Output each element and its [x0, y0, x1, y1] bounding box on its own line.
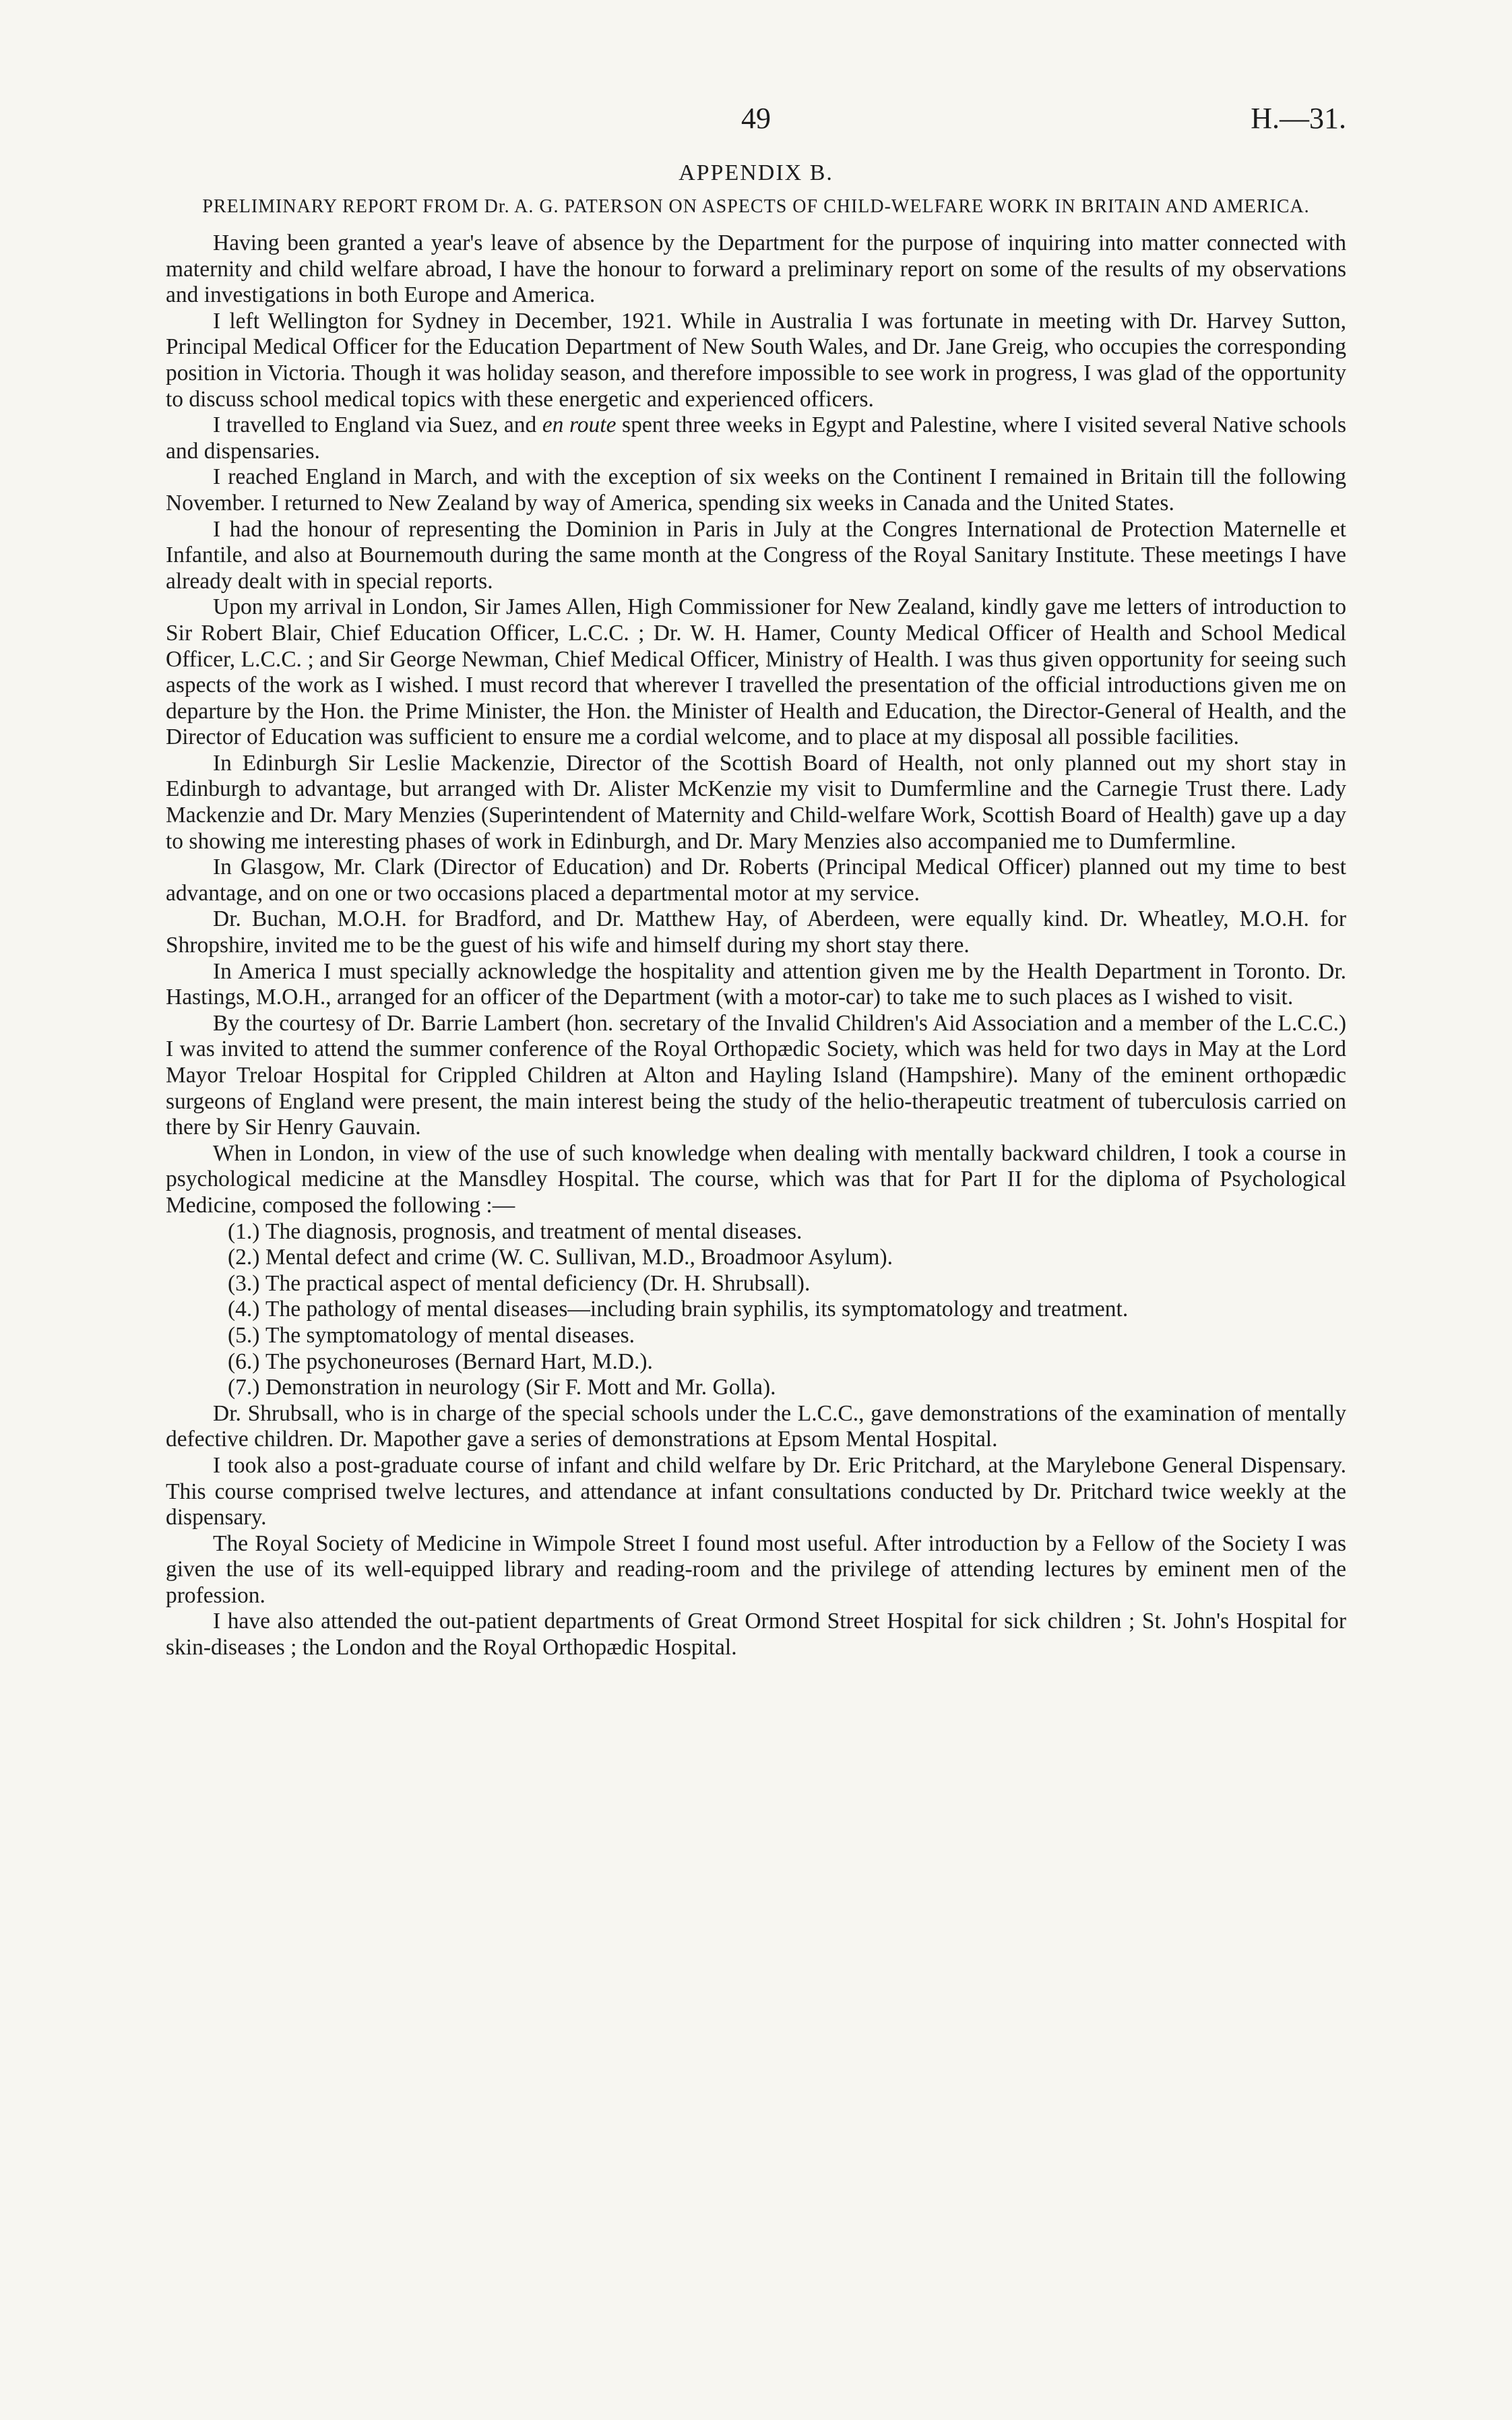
list-text: Mental defect and crime (W. C. Sullivan, M.D., Broadmoor Asylum).: [265, 1245, 893, 1270]
list-number: (1.): [228, 1218, 260, 1244]
paragraph-text: spent three weeks in Egypt and Palestine, where I visited several Native schools and dispensaries.: [166, 412, 1347, 464]
list-item: [166, 1297, 1346, 1323]
paragraph: [166, 412, 1346, 464]
list-item: [166, 1271, 1346, 1297]
paragraph: By the courtesy of Dr. Barrie Lambert (hon. secretary of the Invalid Children's Aid Association and a member of the L.C.C.) I was invited to attend the summer conference of the Royal Orthopædic Society, which was held for two days in May at the Lord Mayor Treloar Hospital for Crippled Children at Alton and Hayling Island (Hampshire). Many of the eminent orthopædic surgeons of England were present, the main interest being the study of the helio-therapeutic treatment of tuberculosis carried on there by Sir Henry Gauvain.: [166, 1010, 1346, 1140]
list-number: (2.): [228, 1245, 260, 1270]
page-header: [166, 101, 1346, 148]
paragraph: Upon my arrival in London, Sir James Allen, High Commissioner for New Zealand, kindly gave me letters of introduction to Sir Robert Blair, Chief Education Officer, L.C.C. ; Dr. W. H. Hamer, County Medical Officer of Health and School Medical Officer, L.C.C. ; and Sir George Newman, Chief Medical Officer, Ministry of Health. I was thus given opportunity for seeing such aspects of the work as I wished. I must record that wherever I travelled the presentation of the official introductions given me on departure by the Hon. the Prime Minister, the Hon. the Minister of Health and Education, the Director-General of Health, and the Director of Education was sufficient to ensure me a cordial welcome, and to place at my disposal all possible facilities.: [166, 594, 1346, 750]
document-reference: H.—31.: [1251, 102, 1346, 135]
page-number: 49: [741, 102, 771, 135]
list-text: The diagnosis, prognosis, and treatment of mental diseases.: [265, 1218, 802, 1244]
list-text: The practical aspect of mental deficiency (Dr. H. Shrubsall).: [265, 1270, 811, 1296]
paragraph: In America I must specially acknowledge the hospitality and attention given me by the Health Department in Toronto. Dr. Hastings, M.O.H., arranged for an officer of the Department (with a motor-car) to take me to such places as I wished to visit.: [166, 958, 1346, 1010]
list-text: The psychoneuroses (Bernard Hart, M.D.).: [265, 1348, 653, 1374]
paragraph: I left Wellington for Sydney in December, 1921. While in Australia I was fortunate in meeting with Dr. Harvey Sutton, Principal Medical Officer for the Education Department of New South Wales, and Dr. Jane Greig, who occupies the corresponding position in Victoria. Though it was holiday season, and therefore impossible to see work in progress, I was glad of the opportunity to discuss school medical topics with these energetic and experienced officers.: [166, 308, 1346, 412]
paragraph-text: I travelled to England via Suez, and: [213, 412, 542, 438]
paragraph: Dr. Shrubsall, who is in charge of the special schools under the L.C.C., gave demonstrations of the examination of mentally defective children. Dr. Mapother gave a series of demonstrations at Epsom Mental Hospital.: [166, 1400, 1346, 1452]
paragraph: Having been granted a year's leave of absence by the Department for the purpose of inquiring into matter connected with maternity and child welfare abroad, I have the honour to forward a preliminary report on some of the results of my observations and investigations in both Europe and America.: [166, 230, 1346, 308]
paragraph: I took also a post-graduate course of infant and child welfare by Dr. Eric Pritchard, at the Marylebone General Dispensary. This course comprised twelve lectures, and attendance at infant consultations conducted by Dr. Pritchard twice weekly at the dispensary.: [166, 1452, 1346, 1530]
paragraph: The Royal Society of Medicine in Wimpole Street I found most useful. After introduction by a Fellow of the Society I was given the use of its well-equipped library and reading-room and the privilege of attending lectures by eminent men of the profession.: [166, 1530, 1346, 1608]
paragraph: In Edinburgh Sir Leslie Mackenzie, Director of the Scottish Board of Health, not only planned out my short stay in Edinburgh to advantage, but arranged with Dr. Alister McKenzie my visit to Dumfermline and the Carnegie Trust there. Lady Mackenzie and Dr. Mary Menzies (Superintendent of Maternity and Child-welfare Work, Scottish Board of Health) gave up a day to showing me interesting phases of work in Edinburgh, and Dr. Mary Menzies also accompanied me to Dumfermline.: [166, 750, 1346, 854]
paragraph: In Glasgow, Mr. Clark (Director of Education) and Dr. Roberts (Principal Medical Officer) planned out my time to best advantage, and on one or two occasions placed a departmental motor at my service.: [166, 855, 1346, 906]
document-page: [166, 101, 1346, 1661]
italic-phrase: en route: [542, 412, 617, 438]
list-text: Demonstration in neurology (Sir F. Mott and Mr. Golla).: [265, 1375, 776, 1400]
list-number: (6.): [228, 1348, 260, 1374]
list-item: [166, 1323, 1346, 1349]
paragraph: I had the honour of representing the Dominion in Paris in July at the Congres International de Protection Maternelle et Infantile, and also at Bournemouth during the same month at the Congress of the Royal Sanitary Institute. These meetings I have already dealt with in special reports.: [166, 516, 1346, 594]
report-subtitle: PRELIMINARY REPORT FROM Dr. A. G. PATERSON ON ASPECTS OF CHILD-WELFARE WORK IN BRITAIN AND AMERICA.: [202, 196, 1310, 217]
paragraph: Dr. Buchan, M.O.H. for Bradford, and Dr. Matthew Hay, of Aberdeen, were equally kind. Dr. Wheatley, M.O.H. for Shropshire, invited me to be the guest of his wife and himself during my short stay there.: [166, 906, 1346, 958]
list-text: The symptomatology of mental diseases.: [265, 1322, 635, 1348]
appendix-title: APPENDIX B.: [679, 160, 833, 185]
report-body: [166, 230, 1346, 1661]
paragraph: I reached England in March, and with the exception of six weeks on the Continent I remained in Britain till the following November. I returned to New Zealand by way of America, spending six weeks in Canada and the United States.: [166, 464, 1346, 516]
list-item: [166, 1219, 1346, 1245]
list-item: [166, 1245, 1346, 1271]
list-text: The pathology of mental diseases—including brain syphilis, its symptomatology and treatment.: [265, 1297, 1129, 1322]
list-item: [166, 1349, 1346, 1375]
list-number: (4.): [228, 1297, 260, 1322]
list-number: (7.): [228, 1375, 260, 1400]
course-list: [166, 1219, 1346, 1401]
list-item: [166, 1375, 1346, 1401]
list-number: (5.): [228, 1322, 260, 1348]
paragraph: I have also attended the out-patient departments of Great Ormond Street Hospital for sick children ; St. John's Hospital for skin-diseases ; the London and the Royal Orthopædic Hospital.: [166, 1609, 1346, 1661]
list-number: (3.): [228, 1270, 260, 1296]
paragraph: When in London, in view of the use of such knowledge when dealing with mentally backward children, I took a course in psychological medicine at the Mansdley Hospital. The course, which was that for Part II for the diploma of Psychological Medicine, composed the following :—: [166, 1140, 1346, 1218]
